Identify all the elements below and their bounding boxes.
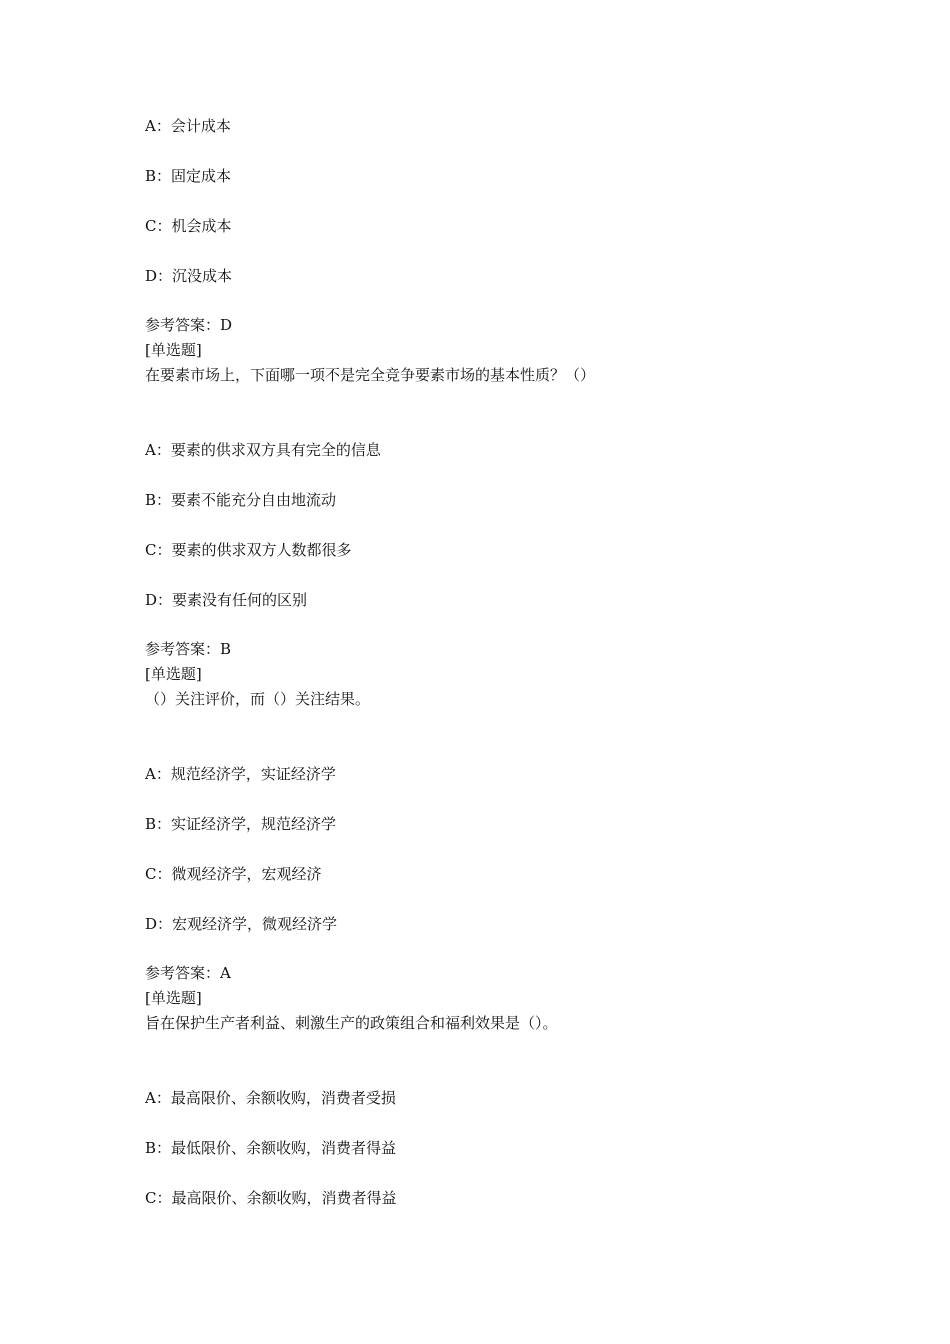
option-a: A：会计成本 xyxy=(145,117,231,135)
option-a: A：最高限价、余额收购，消费者受损 xyxy=(145,1089,396,1107)
option-c: C：最高限价、余额收购，消费者得益 xyxy=(145,1189,397,1207)
option-c: C：微观经济学，宏观经济 xyxy=(145,865,322,883)
question-text: 旨在保护生产者利益、刺激生产的政策组合和福利效果是（）。 xyxy=(145,1014,558,1032)
option-b: B：最低限价、余额收购，消费者得益 xyxy=(145,1139,397,1157)
answer-line: 参考答案：B xyxy=(145,640,232,658)
answer-line: 参考答案：D xyxy=(145,316,233,334)
question-text: 在要素市场上，下面哪一项不是完全竞争要素市场的基本性质？（） xyxy=(145,366,596,384)
question-type: [单选题] xyxy=(145,665,202,683)
option-b: B：实证经济学，规范经济学 xyxy=(145,815,337,833)
option-c: C：要素的供求双方人数都很多 xyxy=(145,541,352,559)
option-a: A：要素的供求双方具有完全的信息 xyxy=(145,441,381,459)
option-d: D：宏观经济学，微观经济学 xyxy=(145,915,338,933)
question-text: （）关注评价，而（）关注结果。 xyxy=(145,690,371,708)
question-type: [单选题] xyxy=(145,341,202,359)
option-d: D：要素没有任何的区别 xyxy=(145,591,308,609)
option-a: A：规范经济学，实证经济学 xyxy=(145,765,336,783)
answer-line: 参考答案：A xyxy=(145,964,231,982)
option-b: B：要素不能充分自由地流动 xyxy=(145,491,337,509)
option-c: C：机会成本 xyxy=(145,217,232,235)
option-b: B：固定成本 xyxy=(145,167,232,185)
option-d: D：沉没成本 xyxy=(145,267,233,285)
question-type: [单选题] xyxy=(145,989,202,1007)
